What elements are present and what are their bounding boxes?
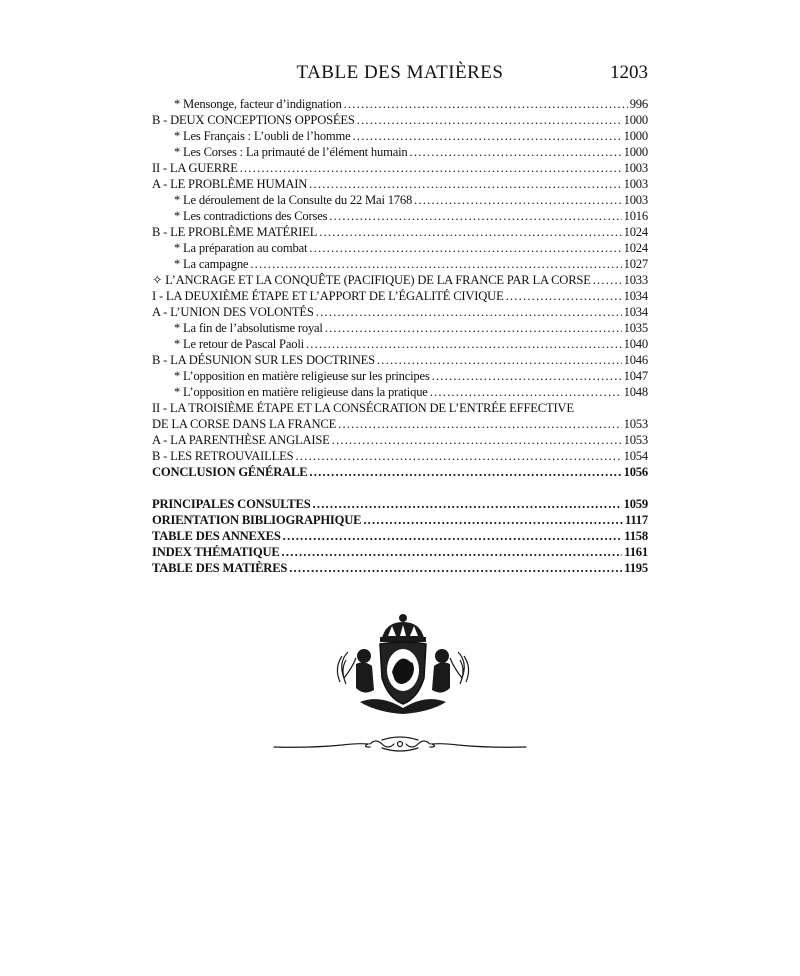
toc-entry[interactable] bbox=[152, 272, 648, 288]
toc-entry-label: B - LES RETROUVAILLES bbox=[152, 449, 294, 463]
toc-entry-label: * Les Français : L’oubli de l’homme bbox=[174, 129, 351, 143]
toc-entry-page: 1047 bbox=[623, 369, 648, 383]
page-header bbox=[152, 62, 648, 88]
toc-entry[interactable] bbox=[152, 384, 648, 400]
toc-entry-page: 1040 bbox=[623, 337, 648, 351]
toc-entry-label: ✧ L’ANCRAGE ET LA CONQUÊTE (PACIFIQUE) DE LA FRANCE PAR LA CORSE bbox=[152, 273, 591, 287]
toc-entry[interactable] bbox=[152, 512, 648, 528]
toc-entry-label: * La préparation au combat bbox=[174, 241, 308, 255]
toc-entry-page: 1059 bbox=[623, 497, 648, 511]
toc-entry-label: TABLE DES MATIÈRES bbox=[152, 561, 288, 575]
toc-entry[interactable] bbox=[152, 528, 648, 544]
toc-entry-label: * L’opposition en matière religieuse sur les principes bbox=[174, 369, 430, 383]
toc-entry-label: B - DEUX CONCEPTIONS OPPOSÉES bbox=[152, 113, 355, 127]
toc-entry-label: PRINCIPALES CONSULTES bbox=[152, 497, 311, 511]
toc-entry[interactable] bbox=[152, 112, 648, 128]
toc-entry[interactable] bbox=[152, 368, 648, 384]
toc-entry-page: 1034 bbox=[623, 289, 648, 303]
toc-entry[interactable] bbox=[152, 176, 648, 192]
toc-entry[interactable] bbox=[152, 320, 648, 336]
toc-entry-label: B - LE PROBLÈME MATÉRIEL bbox=[152, 225, 318, 239]
toc-entry[interactable] bbox=[152, 432, 648, 448]
toc-entry-page: 1000 bbox=[623, 145, 648, 159]
toc-entry-label: * Les contradictions des Corses bbox=[174, 209, 328, 223]
ornamental-flourish-icon bbox=[272, 734, 528, 756]
toc-entry-page: 1024 bbox=[623, 241, 648, 255]
toc-entry-page: 1016 bbox=[623, 209, 648, 223]
toc-entry-page: 1035 bbox=[623, 321, 648, 335]
toc-entry-conclusion[interactable] bbox=[152, 464, 648, 480]
toc-entry[interactable] bbox=[152, 304, 648, 320]
toc-entry-page: 1000 bbox=[623, 113, 648, 127]
dot-leader bbox=[250, 256, 621, 272]
toc-entry[interactable] bbox=[152, 336, 648, 352]
toc-entry-page: 1003 bbox=[623, 161, 648, 175]
toc-entry[interactable] bbox=[152, 544, 648, 560]
toc-entry-label: II - LA GUERRE bbox=[152, 161, 238, 175]
table-of-contents bbox=[152, 96, 648, 576]
toc-entry[interactable] bbox=[152, 256, 648, 272]
toc-entry-page: 1024 bbox=[623, 225, 648, 239]
toc-entry-label: B - LA DÉSUNION SUR LES DOCTRINES bbox=[152, 353, 375, 367]
dot-leader bbox=[363, 512, 623, 528]
toc-entry-label: * L’opposition en matière religieuse dans la pratique bbox=[174, 385, 428, 399]
toc-entry[interactable] bbox=[152, 416, 648, 432]
dot-leader bbox=[306, 336, 622, 352]
toc-entry[interactable] bbox=[152, 240, 648, 256]
toc-entry-page: 1056 bbox=[623, 465, 648, 479]
toc-entry-label: TABLE DES ANNEXES bbox=[152, 529, 281, 543]
dot-leader bbox=[316, 304, 622, 320]
toc-entry[interactable] bbox=[152, 192, 648, 208]
toc-appendix-section bbox=[152, 496, 648, 576]
dot-leader bbox=[319, 224, 621, 240]
toc-entry-page: 1003 bbox=[623, 193, 648, 207]
dot-leader bbox=[332, 432, 622, 448]
toc-entry-label: DE LA CORSE DANS LA FRANCE bbox=[152, 417, 337, 431]
toc-entry[interactable] bbox=[152, 144, 648, 160]
toc-entry[interactable] bbox=[152, 208, 648, 224]
section-gap bbox=[152, 480, 648, 496]
dot-leader bbox=[295, 448, 621, 464]
toc-entry-page: 1000 bbox=[623, 129, 648, 143]
toc-heading-line bbox=[152, 400, 648, 416]
toc-entry-label: * La campagne bbox=[174, 257, 249, 271]
dot-leader bbox=[313, 496, 622, 512]
toc-entry-page: 1161 bbox=[624, 545, 648, 559]
toc-entry[interactable] bbox=[152, 224, 648, 240]
dot-leader bbox=[377, 352, 622, 368]
toc-entry-label: A - L’UNION DES VOLONTÉS bbox=[152, 305, 314, 319]
toc-entry-label: A - LA PARENTHÈSE ANGLAISE bbox=[152, 433, 330, 447]
dot-leader bbox=[357, 112, 622, 128]
toc-entry-page: 1054 bbox=[623, 449, 648, 463]
dot-leader bbox=[593, 272, 622, 288]
toc-entry-page: 1033 bbox=[623, 273, 648, 287]
toc-entry-page: 1003 bbox=[623, 177, 648, 191]
toc-entry-page: 1027 bbox=[623, 257, 648, 271]
dot-leader bbox=[309, 464, 621, 480]
toc-section-2 bbox=[152, 416, 648, 464]
toc-entry-label: ORIENTATION BIBLIOGRAPHIQUE bbox=[152, 513, 362, 527]
dot-leader bbox=[410, 144, 622, 160]
toc-entry[interactable] bbox=[152, 288, 648, 304]
toc-entry-page: 1158 bbox=[624, 529, 648, 543]
toc-entry[interactable] bbox=[152, 560, 648, 576]
toc-entry[interactable] bbox=[152, 352, 648, 368]
heraldic-crest-icon bbox=[330, 612, 476, 716]
toc-entry-label: * Les Corses : La primauté de l’élément humain bbox=[174, 145, 408, 159]
toc-entry-page: 1048 bbox=[623, 385, 648, 399]
toc-entry[interactable] bbox=[152, 448, 648, 464]
toc-entry-label: CONCLUSION GÉNÉRALE bbox=[152, 465, 308, 479]
dot-leader bbox=[240, 160, 622, 176]
toc-entry-page: 1053 bbox=[623, 417, 648, 431]
toc-entry-label: * Le retour de Pascal Paoli bbox=[174, 337, 304, 351]
dot-leader bbox=[289, 560, 622, 576]
toc-entry[interactable] bbox=[152, 496, 648, 512]
dot-leader bbox=[353, 128, 622, 144]
toc-entry-page: 1046 bbox=[623, 353, 648, 367]
dot-leader bbox=[309, 240, 621, 256]
dot-leader bbox=[344, 96, 628, 112]
dot-leader bbox=[430, 384, 622, 400]
toc-entry-label: A - LE PROBLÈME HUMAIN bbox=[152, 177, 308, 191]
dot-leader bbox=[338, 416, 622, 432]
page-number: 1203 bbox=[610, 62, 648, 83]
toc-entry-page: 996 bbox=[629, 97, 648, 111]
dot-leader bbox=[506, 288, 622, 304]
toc-entry-label: * Mensonge, facteur d’indignation bbox=[174, 97, 342, 111]
toc-entry[interactable] bbox=[152, 160, 648, 176]
dot-leader bbox=[282, 544, 623, 560]
toc-entry-label: II - LA TROISIÈME ÉTAPE ET LA CONSÉCRATION DE L’ENTRÉE EFFECTIVE bbox=[152, 401, 574, 415]
toc-entry-page: 1034 bbox=[623, 305, 648, 319]
dot-leader bbox=[309, 176, 621, 192]
toc-entry-page: 1195 bbox=[624, 561, 648, 575]
dot-leader bbox=[414, 192, 622, 208]
dot-leader bbox=[329, 208, 621, 224]
dot-leader bbox=[325, 320, 622, 336]
toc-entry-label: I - LA DEUXIÈME ÉTAPE ET L’APPORT DE L’ÉGALITÉ CIVIQUE bbox=[152, 289, 504, 303]
toc-entry-label: * Le déroulement de la Consulte du 22 Mai 1768 bbox=[174, 193, 413, 207]
dot-leader bbox=[283, 528, 623, 544]
page-title: TABLE DES MATIÈRES bbox=[296, 62, 504, 83]
toc-entry-page: 1053 bbox=[623, 433, 648, 447]
toc-section-1 bbox=[152, 96, 648, 400]
toc-entry[interactable] bbox=[152, 96, 648, 112]
toc-entry-label: INDEX THÉMATIQUE bbox=[152, 545, 280, 559]
toc-entry[interactable] bbox=[152, 128, 648, 144]
toc-entry-label: * La fin de l’absolutisme royal bbox=[174, 321, 323, 335]
toc-entry-page: 1117 bbox=[625, 513, 648, 527]
dot-leader bbox=[432, 368, 622, 384]
